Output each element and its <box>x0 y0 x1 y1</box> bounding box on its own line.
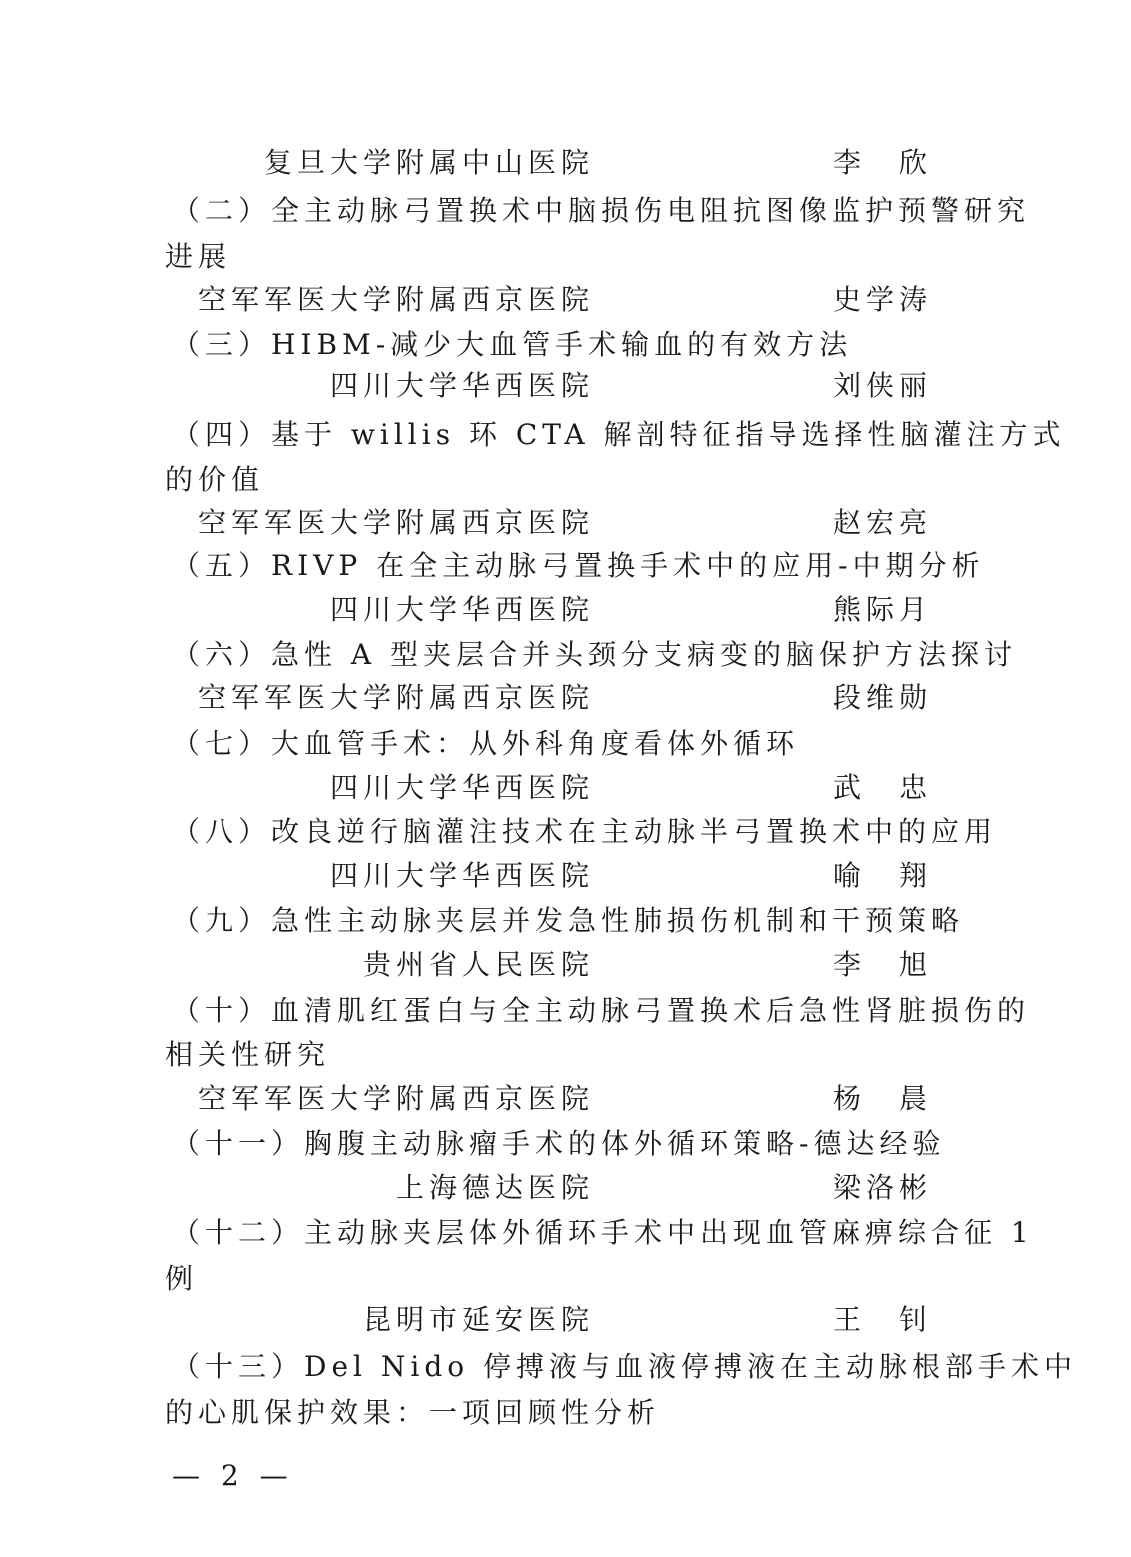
institution: 昆明市延安医院 <box>362 1303 594 1336</box>
author-name: 熊际月 <box>832 593 932 626</box>
institution: 四川大学华西医院 <box>329 369 594 402</box>
talk-title: （六）急性 A 型夹层合并头颈分支病变的脑保护方法探讨 <box>172 638 1018 671</box>
author-name: 王 钊 <box>832 1303 932 1336</box>
institution: 复旦大学附属中山医院 <box>263 146 594 179</box>
talk-title-continued: 进展 <box>165 240 232 273</box>
talk-title: （十）血清肌红蛋白与全主动脉弓置换术后急性肾脏损伤的 <box>172 994 1031 1027</box>
talk-title: （七）大血管手术：从外科角度看体外循环 <box>172 727 800 760</box>
institution: 空军军医大学附属西京医院 <box>197 506 594 539</box>
institution: 空军军医大学附属西京医院 <box>197 283 594 316</box>
author-name: 赵宏亮 <box>832 506 932 539</box>
author-name: 段维勋 <box>832 681 932 714</box>
talk-title-continued: 的价值 <box>165 463 265 496</box>
talk-title: （五）RIVP 在全主动脉弓置换手术中的应用-中期分析 <box>172 549 985 582</box>
talk-title: （十一）胸腹主动脉瘤手术的体外循环策略-德达经验 <box>172 1127 946 1160</box>
talk-title: （十二）主动脉夹层体外循环手术中出现血管麻痹综合征 1 <box>172 1216 1034 1249</box>
talk-title: （四）基于 willis 环 CTA 解剖特征指导选择性脑灌注方式 <box>172 418 1066 451</box>
page-number: — 2 — <box>172 1459 294 1492</box>
author-name: 杨 晨 <box>832 1082 932 1115</box>
author-name: 梁洛彬 <box>832 1171 932 1204</box>
talk-title: （二）全主动脉弓置换术中脑损伤电阻抗图像监护预警研究 <box>172 194 1031 227</box>
talk-title: （八）改良逆行脑灌注技术在主动脉半弓置换术中的应用 <box>172 815 998 848</box>
talk-title: （九）急性主动脉夹层并发急性肺损伤机制和干预策略 <box>172 904 965 937</box>
author-name: 武 忠 <box>832 771 932 804</box>
author-name: 李 旭 <box>832 948 932 981</box>
talk-title-continued: 相关性研究 <box>165 1038 331 1071</box>
institution: 上海德达医院 <box>395 1171 594 1204</box>
institution: 贵州省人民医院 <box>362 948 594 981</box>
institution: 四川大学华西医院 <box>329 593 594 626</box>
talk-title: （三）HIBM-减少大血管手术输血的有效方法 <box>172 328 853 361</box>
author-name: 李 欣 <box>832 146 932 179</box>
institution: 四川大学华西医院 <box>329 771 594 804</box>
author-name: 刘侠丽 <box>832 369 932 402</box>
institution: 四川大学华西医院 <box>329 859 594 892</box>
author-name: 喻 翔 <box>832 859 932 892</box>
talk-title: （十三）Del Nido 停搏液与血液停搏液在主动脉根部手术中 <box>172 1350 1078 1383</box>
author-name: 史学涛 <box>832 283 932 316</box>
institution: 空军军医大学附属西京医院 <box>197 1082 594 1115</box>
institution: 空军军医大学附属西京医院 <box>197 681 594 714</box>
talk-title-continued: 的心肌保护效果：一项回顾性分析 <box>165 1396 661 1429</box>
talk-title-continued: 例 <box>165 1262 199 1295</box>
